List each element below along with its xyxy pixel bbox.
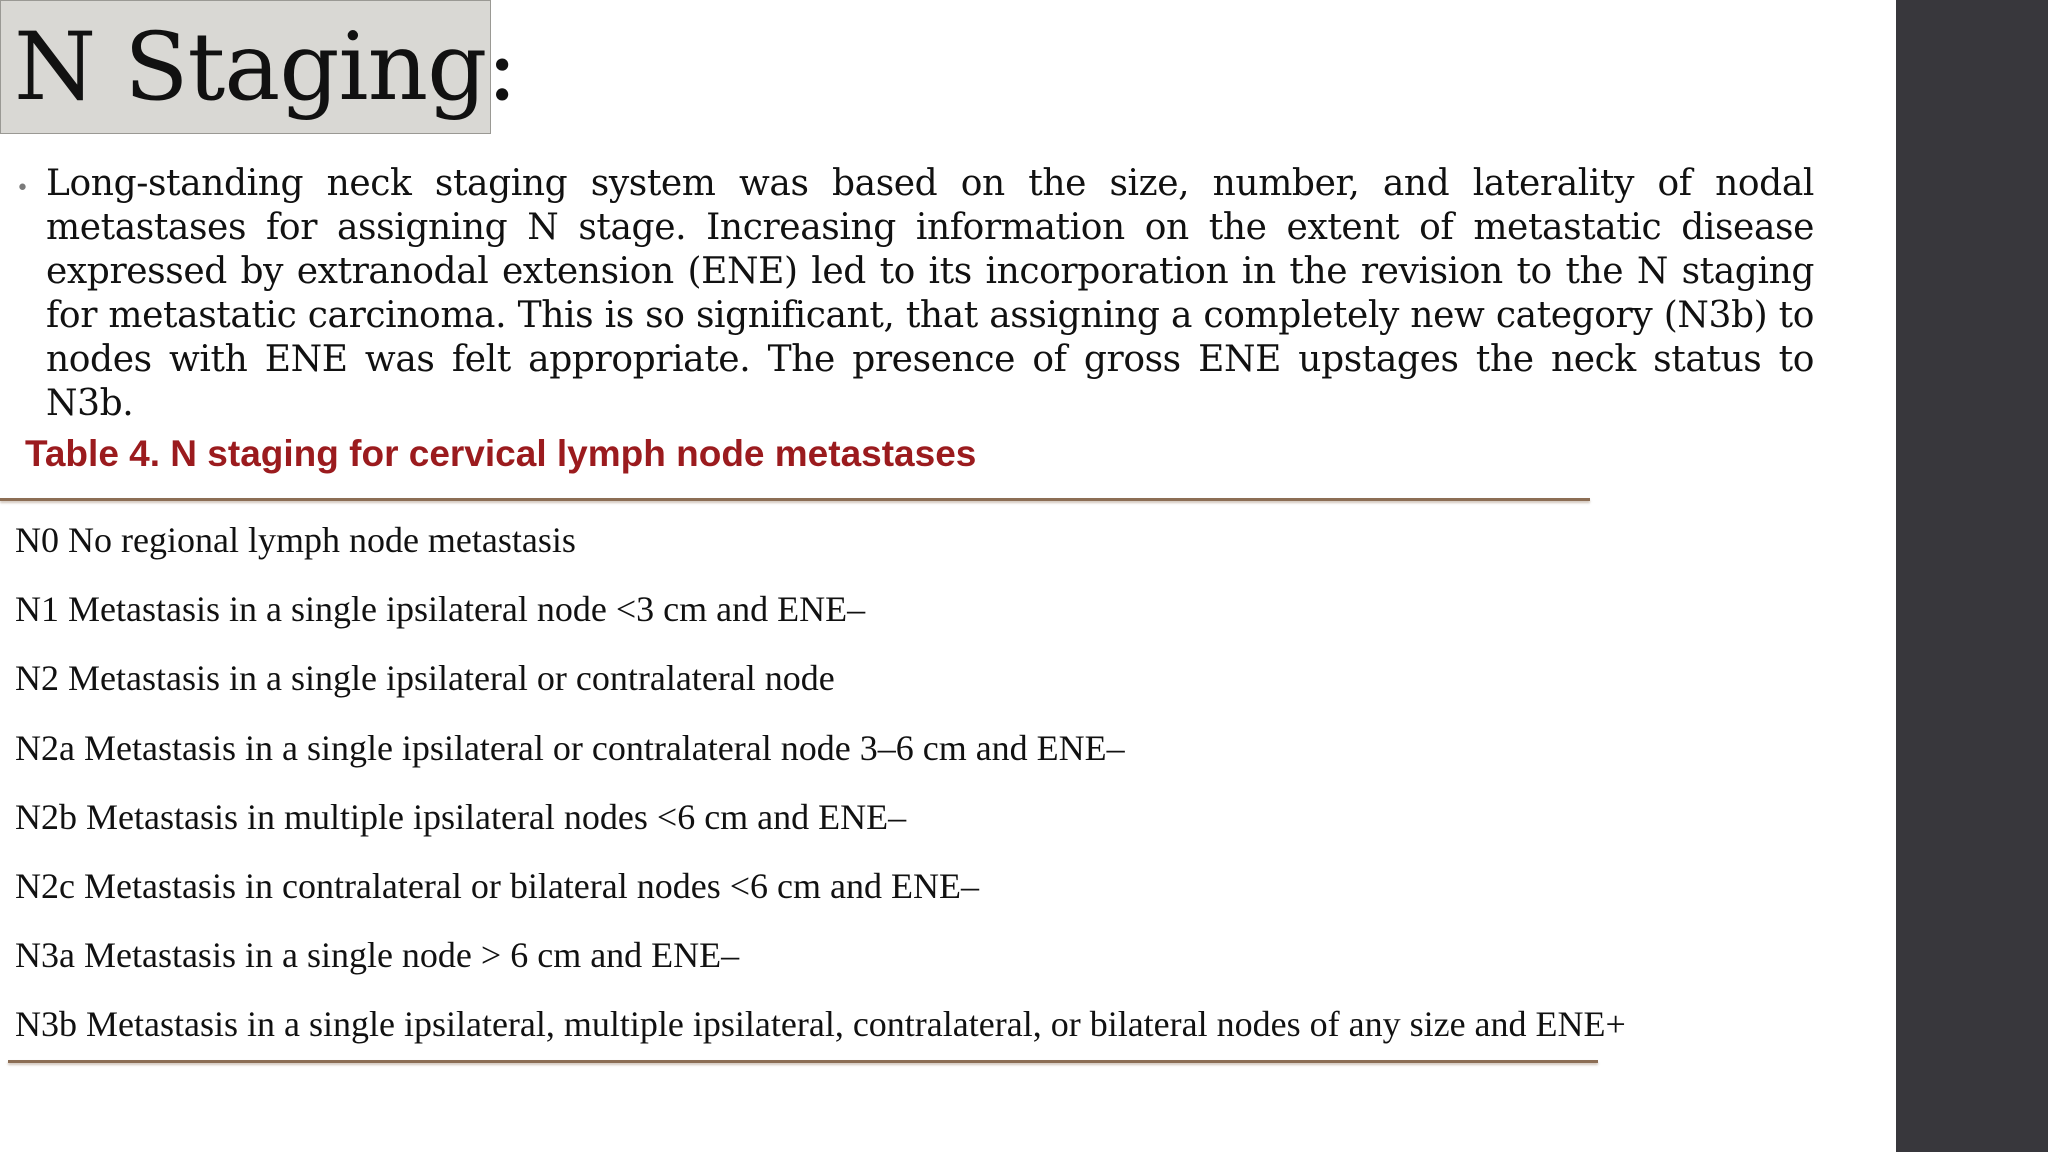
table-top-rule xyxy=(0,498,1590,501)
bullet-icon: • xyxy=(16,176,29,201)
staging-table xyxy=(15,512,1815,1066)
title-box xyxy=(0,0,517,134)
table-row-n3a: N3a Metastasis in a single node > 6 cm and ENE– xyxy=(15,935,740,976)
table-row-n2b: N2b Metastasis in multiple ipsilateral nodes <6 cm and ENE– xyxy=(15,796,907,837)
table-row-n2: N2 Metastasis in a single ipsilateral or contralateral node xyxy=(15,658,835,699)
slide-title: N Staging: xyxy=(14,13,517,122)
table-row-n2a: N2a Metastasis in a single ipsilateral or contralateral node 3–6 cm and ENE– xyxy=(15,727,1125,768)
intro-paragraph: Long-standing neck staging system was based on the size, number, and laterality of nodal metastases for assigning N stage. Increasing information on the extent of metastatic disease expressed by extranodal extension (ENE) led to its incorporation in the revision to the N staging for metastatic carcinoma. This is so significant, that assigning a completely new category (N3b) to nodes with ENE was felt appropriate. The presence of gross ENE upstages the neck status to N3b. xyxy=(46,163,1814,424)
table-caption: Table 4. N staging for cervical lymph node metastases xyxy=(25,433,977,474)
table-row-n1: N1 Metastasis in a single ipsilateral node <3 cm and ENE– xyxy=(15,589,866,630)
side-panel xyxy=(1896,0,2048,1152)
table-row-n3b: N3b Metastasis in a single ipsilateral, multiple ipsilateral, contralateral, or bilateral nodes of any size and ENE+ xyxy=(15,1004,1626,1045)
table-row-n2c: N2c Metastasis in contralateral or bilateral nodes <6 cm and ENE– xyxy=(15,865,979,906)
table-bottom-rule xyxy=(8,1060,1598,1063)
table-row-n0: N0 No regional lymph node metastasis xyxy=(15,520,576,560)
